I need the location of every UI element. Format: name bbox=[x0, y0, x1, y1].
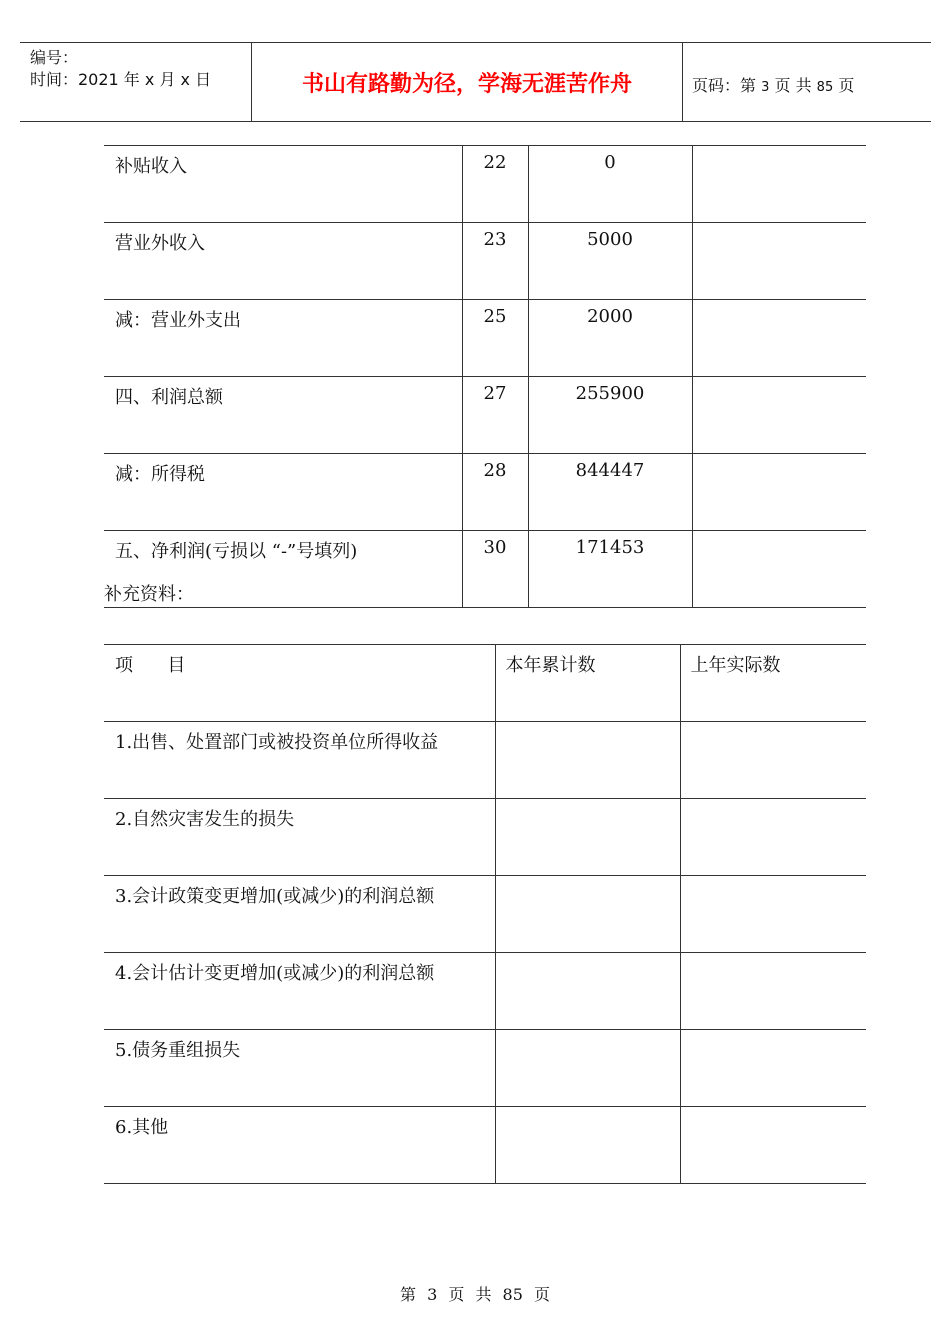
line-number-cell: 27 bbox=[462, 377, 528, 454]
amount-cell: 844447 bbox=[528, 454, 692, 531]
line-number-cell: 28 bbox=[462, 454, 528, 531]
header-motto: 书山有路勤为径，学海无涯苦作舟 bbox=[301, 72, 632, 97]
item-cell: 减：所得税 bbox=[104, 454, 462, 531]
column-header-item: 项 目 bbox=[104, 645, 495, 722]
prior-year-cell bbox=[680, 876, 866, 953]
page-current: 3 bbox=[761, 80, 770, 95]
table-row bbox=[104, 799, 866, 876]
item-cell: 1.出售、处置部门或被投资单位所得收益 bbox=[104, 722, 495, 799]
page-header bbox=[20, 42, 931, 122]
current-year-cell bbox=[495, 1030, 680, 1107]
amount-cell: 171453 bbox=[528, 531, 692, 608]
table-row bbox=[104, 223, 866, 300]
table-row bbox=[104, 876, 866, 953]
current-year-cell bbox=[495, 799, 680, 876]
current-year-cell bbox=[495, 1107, 680, 1184]
table-row bbox=[104, 1030, 866, 1107]
item-cell: 补贴收入 bbox=[104, 146, 462, 223]
table-row bbox=[104, 300, 866, 377]
blank-cell bbox=[692, 146, 866, 223]
prior-year-cell bbox=[680, 799, 866, 876]
supplement-label: 补充资料： bbox=[104, 584, 194, 605]
table-row bbox=[104, 953, 866, 1030]
item-cell: 2.自然灾害发生的损失 bbox=[104, 799, 495, 876]
line-number-cell: 22 bbox=[462, 146, 528, 223]
table-header-row bbox=[104, 645, 866, 722]
item-cell: 4.会计估计变更增加(或减少)的利润总额 bbox=[104, 953, 495, 1030]
document-number-label: 编号： bbox=[30, 48, 79, 67]
prior-year-cell bbox=[680, 1030, 866, 1107]
prior-year-cell bbox=[680, 953, 866, 1030]
blank-cell bbox=[692, 300, 866, 377]
current-year-cell bbox=[495, 953, 680, 1030]
line-number-cell: 23 bbox=[462, 223, 528, 300]
blank-cell bbox=[692, 454, 866, 531]
table-row bbox=[104, 1107, 866, 1184]
table-row bbox=[104, 454, 866, 531]
prior-year-cell bbox=[680, 1107, 866, 1184]
item-cell: 五、净利润(亏损以 “-”号填列) bbox=[104, 531, 462, 608]
line-number-cell: 30 bbox=[462, 531, 528, 608]
page-label-suffix: 页 bbox=[838, 76, 855, 95]
table-row bbox=[104, 377, 866, 454]
blank-cell bbox=[692, 531, 866, 608]
item-cell: 5.债务重组损失 bbox=[104, 1030, 495, 1107]
header-meta bbox=[30, 47, 211, 91]
line-number-cell: 25 bbox=[462, 300, 528, 377]
table-row bbox=[104, 722, 866, 799]
current-year-cell bbox=[495, 876, 680, 953]
item-cell: 6.其他 bbox=[104, 1107, 495, 1184]
supplement-table bbox=[104, 644, 866, 1184]
page-label-prefix: 页码：第 bbox=[692, 76, 757, 95]
document-time: 时间：2021 年 x 月 x 日 bbox=[30, 70, 212, 89]
page-total: 85 bbox=[816, 80, 834, 95]
item-cell: 四、利润总额 bbox=[104, 377, 462, 454]
amount-cell: 255900 bbox=[528, 377, 692, 454]
column-header-current-year: 本年累计数 bbox=[495, 645, 680, 722]
column-header-prior-year: 上年实际数 bbox=[680, 645, 866, 722]
current-year-cell bbox=[495, 722, 680, 799]
amount-cell: 5000 bbox=[528, 223, 692, 300]
item-cell: 3.会计政策变更增加(或减少)的利润总额 bbox=[104, 876, 495, 953]
income-statement-table bbox=[104, 145, 866, 608]
blank-cell bbox=[692, 223, 866, 300]
prior-year-cell bbox=[680, 722, 866, 799]
item-cell: 营业外收入 bbox=[104, 223, 462, 300]
header-divider bbox=[682, 43, 683, 121]
item-cell: 减：营业外支出 bbox=[104, 300, 462, 377]
amount-cell: 0 bbox=[528, 146, 692, 223]
page-footer: 第 3 页 共 85 页 bbox=[400, 1285, 550, 1304]
amount-cell: 2000 bbox=[528, 300, 692, 377]
page-label-mid: 页 共 bbox=[774, 76, 812, 95]
blank-cell bbox=[692, 377, 866, 454]
table-row bbox=[104, 531, 866, 608]
header-page-indicator bbox=[692, 73, 854, 96]
table-row bbox=[104, 146, 866, 223]
